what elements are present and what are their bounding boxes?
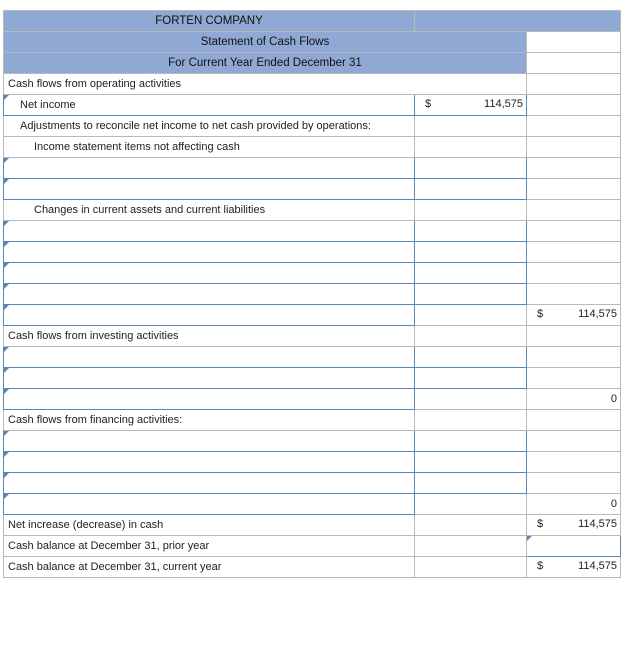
currency-symbol: $ bbox=[537, 560, 544, 572]
investing-total-label-field[interactable] bbox=[4, 389, 415, 410]
empty-cell bbox=[527, 473, 621, 494]
empty-cell bbox=[527, 158, 621, 179]
empty-cell bbox=[527, 116, 621, 137]
operating-item-field[interactable] bbox=[4, 179, 415, 200]
adjustments-label: Adjustments to reconcile net income to net cash provided by operations: bbox=[4, 116, 415, 137]
empty-cell bbox=[527, 95, 621, 116]
financing-item-field[interactable] bbox=[4, 431, 415, 452]
header-fill bbox=[415, 11, 621, 32]
prior-balance-label: Cash balance at December 31, prior year bbox=[4, 536, 415, 557]
operating-total-label-field[interactable] bbox=[4, 305, 415, 326]
financing-item-field[interactable] bbox=[4, 452, 415, 473]
currency-symbol: $ bbox=[425, 98, 432, 110]
financing-total-value: 0 bbox=[527, 494, 621, 515]
currency-symbol: $ bbox=[537, 518, 544, 530]
net-income-label[interactable]: Net income bbox=[4, 95, 415, 116]
empty-cell bbox=[415, 494, 527, 515]
current-balance-cell bbox=[527, 557, 621, 578]
financing-amount-field[interactable] bbox=[415, 452, 527, 473]
operating-section-label: Cash flows from operating activities bbox=[4, 74, 527, 95]
empty-cell bbox=[527, 452, 621, 473]
empty-cell bbox=[415, 137, 527, 158]
financing-item-field[interactable] bbox=[4, 473, 415, 494]
empty-cell bbox=[527, 368, 621, 389]
operating-total-cell bbox=[527, 305, 621, 326]
empty-cell bbox=[415, 557, 527, 578]
empty-cell bbox=[527, 200, 621, 221]
empty-cell bbox=[527, 326, 621, 347]
net-income-amount-field[interactable] bbox=[415, 95, 527, 116]
income-items-label: Income statement items not affecting cash bbox=[4, 137, 415, 158]
operating-item-field[interactable] bbox=[4, 263, 415, 284]
net-change-label: Net increase (decrease) in cash bbox=[4, 515, 415, 536]
operating-item-field[interactable] bbox=[4, 242, 415, 263]
net-income-value: 114,575 bbox=[484, 98, 523, 110]
statement-period: For Current Year Ended December 31 bbox=[4, 53, 527, 74]
financing-section-label: Cash flows from financing activities: bbox=[4, 410, 415, 431]
empty-cell bbox=[415, 326, 527, 347]
net-change-value: 114,575 bbox=[578, 518, 618, 530]
investing-item-field[interactable] bbox=[4, 347, 415, 368]
empty-cell bbox=[415, 305, 527, 326]
empty-cell bbox=[415, 515, 527, 536]
operating-item-field[interactable] bbox=[4, 158, 415, 179]
investing-item-field[interactable] bbox=[4, 368, 415, 389]
empty-cell bbox=[527, 137, 621, 158]
financing-amount-field[interactable] bbox=[415, 473, 527, 494]
empty-cell bbox=[527, 347, 621, 368]
empty-cell bbox=[415, 410, 527, 431]
empty-cell bbox=[415, 200, 527, 221]
operating-amount-field[interactable] bbox=[415, 158, 527, 179]
operating-amount-field[interactable] bbox=[415, 242, 527, 263]
current-balance-value: 114,575 bbox=[578, 560, 618, 572]
operating-amount-field[interactable] bbox=[415, 263, 527, 284]
operating-total-value: 114,575 bbox=[578, 308, 618, 320]
financing-amount-field[interactable] bbox=[415, 431, 527, 452]
header-blank bbox=[527, 32, 621, 53]
currency-symbol: $ bbox=[537, 308, 544, 320]
changes-label: Changes in current assets and current liabilities bbox=[4, 200, 415, 221]
statement-title: Statement of Cash Flows bbox=[4, 32, 527, 53]
investing-section-label: Cash flows from investing activities bbox=[4, 326, 415, 347]
net-change-cell bbox=[527, 515, 621, 536]
financing-total-label-field[interactable] bbox=[4, 494, 415, 515]
operating-item-field[interactable] bbox=[4, 221, 415, 242]
empty-cell bbox=[527, 410, 621, 431]
empty-cell bbox=[527, 179, 621, 200]
operating-amount-field[interactable] bbox=[415, 284, 527, 305]
empty-cell bbox=[527, 221, 621, 242]
investing-amount-field[interactable] bbox=[415, 368, 527, 389]
empty-cell bbox=[527, 242, 621, 263]
empty-cell bbox=[415, 536, 527, 557]
operating-amount-field[interactable] bbox=[415, 179, 527, 200]
operating-item-field[interactable] bbox=[4, 284, 415, 305]
current-balance-label: Cash balance at December 31, current year bbox=[4, 557, 415, 578]
company-name: FORTEN COMPANY bbox=[4, 11, 415, 32]
prior-balance-field[interactable] bbox=[527, 536, 621, 557]
investing-amount-field[interactable] bbox=[415, 347, 527, 368]
header-blank bbox=[527, 53, 621, 74]
empty-cell bbox=[527, 263, 621, 284]
empty-cell bbox=[527, 284, 621, 305]
investing-total-value: 0 bbox=[527, 389, 621, 410]
empty-cell bbox=[527, 431, 621, 452]
empty-cell bbox=[415, 389, 527, 410]
empty-cell bbox=[415, 116, 527, 137]
operating-amount-field[interactable] bbox=[415, 221, 527, 242]
cash-flow-table bbox=[3, 10, 621, 578]
empty-cell bbox=[527, 74, 621, 95]
